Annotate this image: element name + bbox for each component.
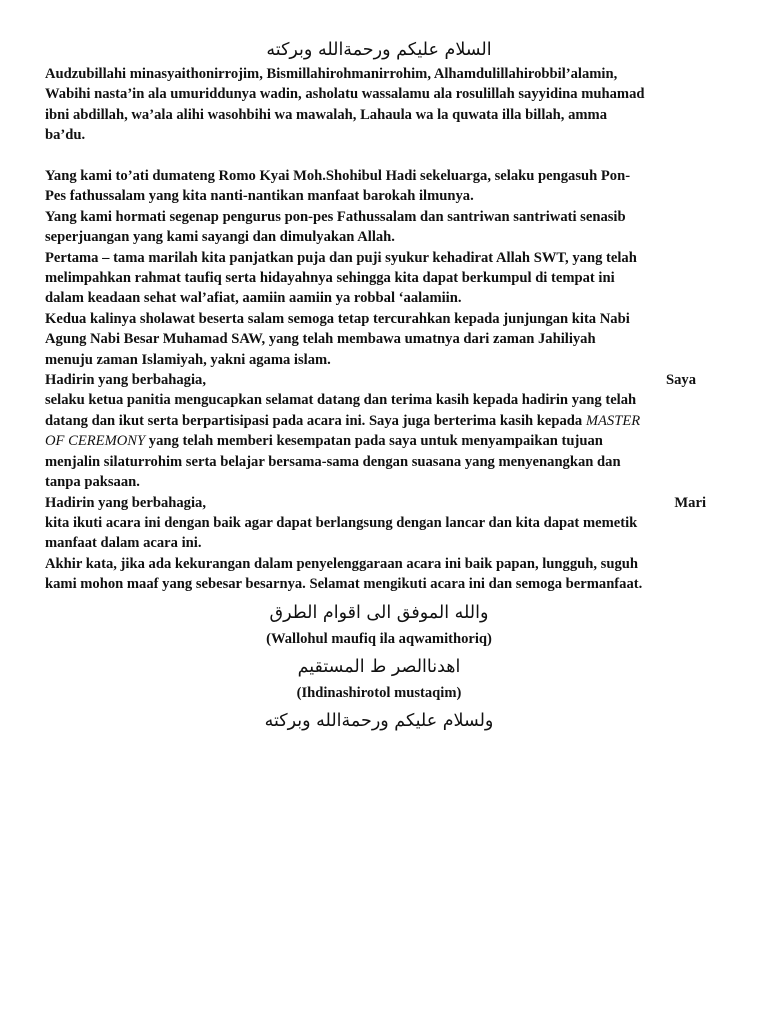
text-line: Akhir kata, jika ada kekurangan dalam penyelenggaraan acara ini baik papan, lungguh, suguh	[45, 555, 638, 572]
latin-transliteration: (Wallohul maufiq ila aqwamithoriq)	[266, 630, 492, 647]
text-line: Pertama – tama marilah kita panjatkan puja dan puji syukur kehadirat Allah SWT, yang telah	[45, 249, 637, 266]
paragraph-gap	[45, 146, 713, 166]
trailing-word: Saya	[665, 372, 696, 389]
text-line: dalam keadaan sehat wal’afiat, aamiin aamiin ya robbal ‘aalamiin.	[45, 290, 462, 307]
paragraph-sholawat	[45, 309, 713, 370]
latin-transliteration: (Ihdinashirotol mustaqim)	[296, 684, 462, 701]
text-line: menjalin silaturrohim serta belajar bersama-sama dengan suasana yang menyenangkan dan	[45, 453, 621, 470]
text-line: tanpa paksaan.	[45, 474, 140, 491]
paragraph-gratitude	[45, 248, 713, 309]
text-line: ba’du.	[45, 127, 86, 144]
text-line	[45, 431, 713, 451]
paragraph-invitation	[45, 493, 713, 554]
text-line: melimpahkan rahmat taufiq serta hidayahnya sehingga kita dapat berkumpul di tempat ini	[45, 270, 615, 287]
text-line: Yang kami to’ati dumateng Romo Kyai Moh.Shohibul Hadi sekeluarga, selaku pengasuh Pon-	[45, 168, 631, 185]
text-segment: datang dan ikut serta berpartisipasi pada acara ini. Saya juga berterima kasih kepada	[45, 412, 583, 429]
italic-term: MASTER	[585, 412, 641, 429]
text-line: seperjuangan yang kami sayangi dan dimulyakan Allah.	[45, 229, 395, 246]
text-line: Wabihi nasta’in ala umuriddunya wadin, asholatu wassalamu ala rosulillah sayyidina muhamad	[45, 86, 645, 103]
arabic-prayer: اهدناالصر ط المستقيم	[297, 656, 461, 677]
text-line	[45, 411, 713, 431]
speech-body	[45, 64, 713, 595]
text-segment: yang telah memberi kesempatan pada saya untuk menyampaikan tujuan	[145, 433, 603, 450]
paragraph-respected-board	[45, 207, 713, 248]
arabic-closing-greeting: ولسلام عليكم ورحمةالله وبركته	[264, 710, 494, 731]
text-line: kita ikuti acara ini dengan baik agar dapat berlangsung dengan lancar dan kita dapat memetik	[45, 514, 638, 531]
salutation-text: Hadirin yang berbahagia,	[45, 372, 206, 389]
text-line: Pes fathussalam yang kita nanti-nantikan manfaat barokah ilmunya.	[45, 188, 474, 205]
paragraph-closing	[45, 554, 713, 595]
text-line: manfaat dalam acara ini.	[45, 535, 202, 552]
arabic-greeting: السلام عليكم ورحمةالله وبركته	[266, 40, 492, 60]
closing-prayers	[45, 601, 713, 733]
text-line	[45, 493, 713, 513]
arabic-closing-phrase: والله الموفق الى اقوام الطرق	[269, 602, 489, 623]
salutation-text: Hadirin yang berbahagia,	[45, 494, 206, 511]
italic-term: OF CEREMONY	[45, 433, 146, 450]
text-line: ibni abdillah, wa’ala alihi wasohbihi wa mawalah, Lahaula wa la quwata illa billah, amma	[45, 106, 607, 123]
paragraph-welcome	[45, 370, 713, 492]
text-line: Agung Nabi Besar Muhamad SAW, yang telah membawa umatnya dari zaman Jahiliyah	[45, 331, 596, 348]
paragraph-respected-kyai	[45, 166, 713, 207]
text-line: Kedua kalinya sholawat beserta salam semoga tetap tercurahkan kepada junjungan kita Nabi	[45, 310, 630, 327]
text-line: Audzubillahi minasyaithonirrojim, Bismillahirohmanirrohim, Alhamdulillahirobbil’alamin,	[45, 66, 618, 82]
text-line: Yang kami hormati segenap pengurus pon-pes Fathussalam dan santriwan santriwati senasib	[45, 208, 626, 225]
text-line	[45, 370, 713, 390]
text-line: menuju zaman Islamiyah, yakni agama islam.	[45, 351, 331, 368]
paragraph-opening	[45, 64, 713, 146]
document-page	[45, 38, 713, 733]
text-line: selaku ketua panitia mengucapkan selamat datang dan terima kasih kepada hadirin yang telah	[45, 392, 637, 409]
trailing-word: Mari	[674, 494, 706, 511]
text-line: kami mohon maaf yang sebesar besarnya. Selamat mengikuti acara ini dan semoga bermanfaat.	[45, 576, 643, 593]
